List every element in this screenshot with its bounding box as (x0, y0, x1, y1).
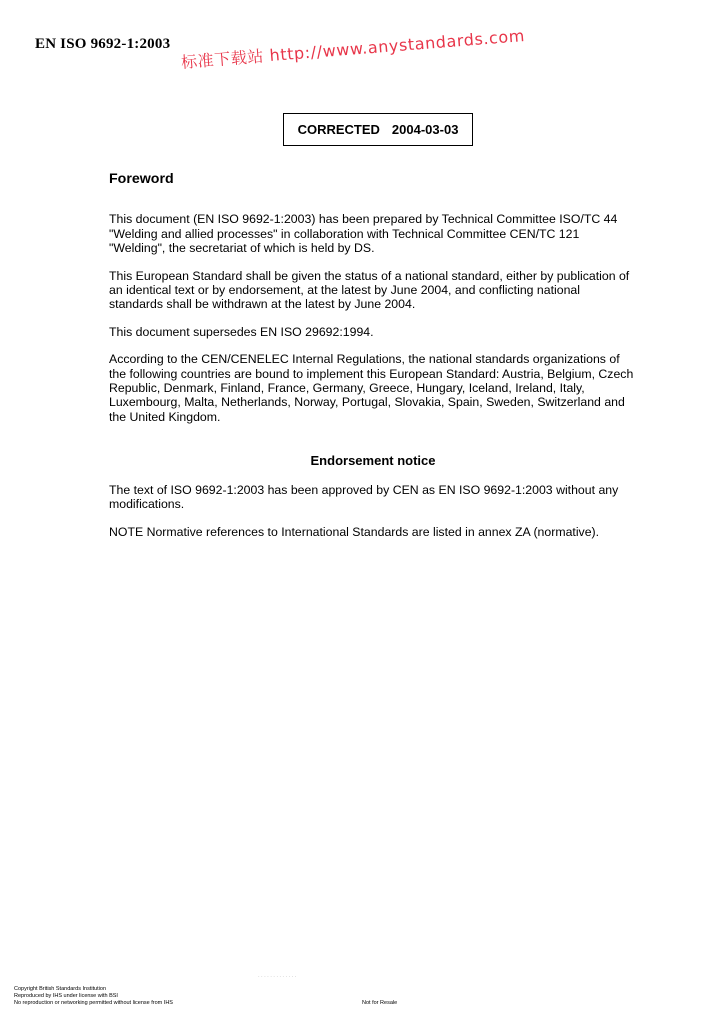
corrected-stamp (283, 113, 473, 146)
document-id: EN ISO 9692-1:2003 (35, 36, 171, 52)
foreword-heading: Foreword (109, 171, 174, 187)
footer-line: No reproduction or networking permitted without license from IHS (14, 1000, 173, 1007)
endorsement-paragraph: The text of ISO 9692-1:2003 has been approved by CEN as EN ISO 9692-1:2003 without any modifications. (109, 482, 619, 512)
footer-line: Reproduced by IHS under license with BSI (14, 993, 118, 1000)
foreword-paragraph: This document supersedes EN ISO 29692:1994. (109, 324, 374, 339)
document-body (109, 172, 637, 552)
foreword-paragraph: According to the CEN/CENELEC Internal Regulations, the national standards organizations of the following countries are bound to implement this European Standard: Austria, Belgium, Czech Republic, Denmark, Finland, France, Germany, Greece, Hungary, Iceland, Ireland, Italy, Luxembourg, Malta, Netherlands, Norway, Portugal, Slovakia, Spain, Sweden, Switzerland and the United Kingdom. (109, 352, 634, 424)
watermark-text: 标准下载站 http://www.anystandards.com (180, 26, 526, 73)
endorsement-heading: Endorsement notice (310, 453, 436, 469)
corrected-date: 2004-03-03 (391, 122, 459, 137)
footer-line: Copyright British Standards Institution (14, 986, 107, 992)
foreword-paragraph: This European Standard shall be given the status of a national standard, either by publication of an identical text or by endorsement, at the latest by June 2004, and conflicting national standards shall be withdrawn at the latest by June 2004. (109, 268, 630, 312)
faint-scan-mark: · · · · · · · · · · · · · (258, 974, 297, 980)
corrected-label: CORRECTED (297, 122, 380, 137)
foreword-paragraph: This document (EN ISO 9692-1:2003) has been prepared by Technical Committee ISO/TC 44 "Welding and allied processes" in collaboration with Technical Committee CEN/TC 121 "Welding", the secretariat of which is held by DS. (109, 212, 618, 256)
endorsement-note: NOTE Normative references to International Standards are listed in annex ZA (normative). (109, 524, 600, 539)
not-for-resale-label: Not for Resale (362, 1000, 398, 1006)
copyright-footer (14, 986, 173, 1008)
